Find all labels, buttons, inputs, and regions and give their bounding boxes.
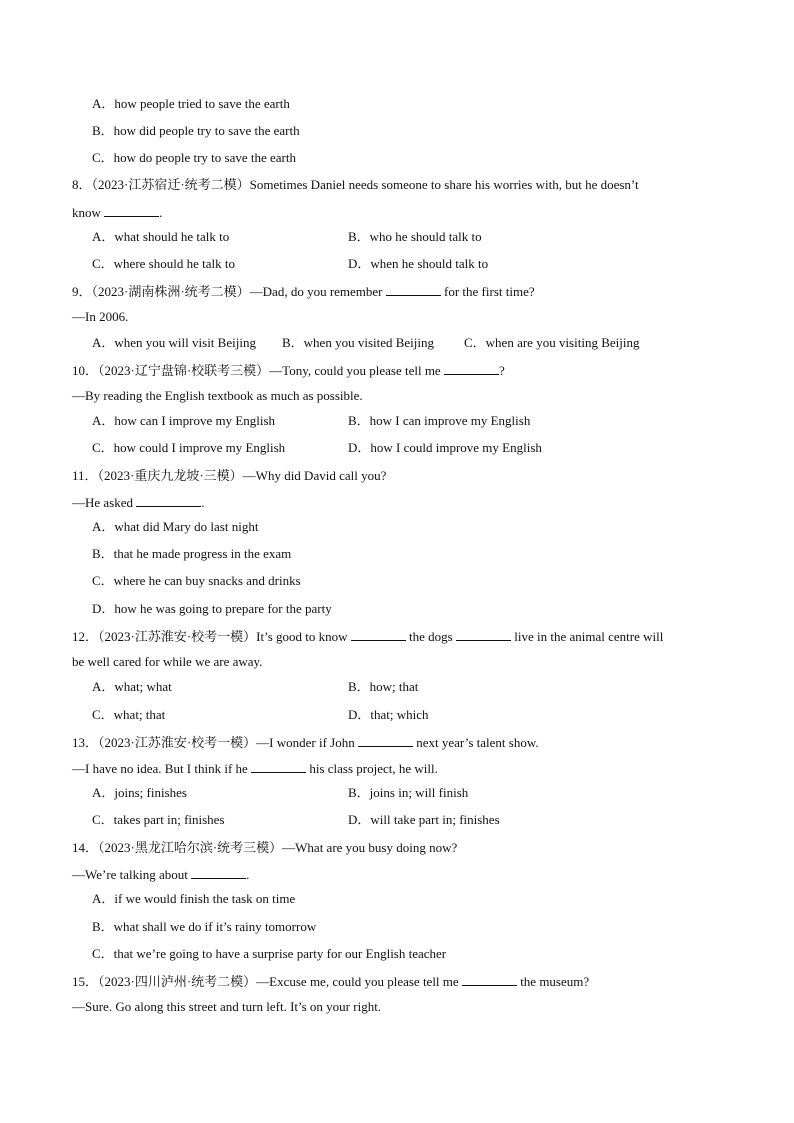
- q11-option-b: B．that he made progress in the exam: [92, 546, 292, 561]
- q15-stem-end: the museum?: [520, 974, 590, 989]
- q14-reply-text: —We’re talking about: [72, 867, 188, 882]
- q10-option-a: A．how can I improve my English: [92, 413, 276, 428]
- q13-option-c: C．takes part in; finishes: [92, 812, 225, 827]
- answer-blank: [358, 734, 413, 747]
- q8-stem: 8．（2023·江苏宿迁·统考二模）Sometimes Daniel needs someone to share his worries with, but he doesn’t: [72, 177, 639, 192]
- q11-option-c: C．where he can buy snacks and drinks: [92, 573, 301, 588]
- q9-stem-end: for the first time?: [444, 284, 535, 299]
- q13-reply-text: —I have no idea. But I think if he: [72, 761, 248, 776]
- q9-reply: —In 2006.: [72, 309, 129, 324]
- q7-option-a: A．how people tried to save the earth: [92, 96, 290, 111]
- q14-reply-end: .: [246, 867, 250, 882]
- q8-stem-text: know: [72, 205, 101, 220]
- q13-option-a: A．joins; finishes: [92, 785, 187, 800]
- answer-blank: [462, 973, 517, 986]
- q13-stem-end: next year’s talent show.: [416, 735, 539, 750]
- q10-option-b: B．how I can improve my English: [348, 413, 531, 428]
- q8-option-c: C．where should he talk to: [92, 256, 235, 271]
- q8-stem-cont: [72, 204, 162, 221]
- q9-option-c: C．when are you visiting Beijing: [464, 335, 640, 350]
- q14-option-c: C．that we’re going to have a surprise party for our English teacher: [92, 946, 447, 961]
- q10-option-c: C．how could I improve my English: [92, 440, 286, 455]
- answer-blank: [191, 866, 246, 879]
- q12-stem-end: live in the animal centre will: [514, 629, 664, 644]
- q14-reply: [72, 866, 249, 883]
- q9-option-a: A．when you will visit Beijing: [92, 335, 256, 350]
- q7-option-c: C．how do people try to save the earth: [92, 150, 296, 165]
- q10-reply: —By reading the English textbook as much as possible.: [72, 388, 363, 403]
- q9-stem-text: 9．（2023·湖南株洲·统考二模）—Dad, do you remember: [72, 284, 383, 299]
- answer-blank: [136, 494, 201, 507]
- q8-stem-end: .: [159, 205, 163, 220]
- q7-option-b: B．how did people try to save the earth: [92, 123, 300, 138]
- q13-stem-text: 13．（2023·江苏淮安·校考一模）—I wonder if John: [72, 735, 355, 750]
- q10-stem: [72, 362, 505, 379]
- q13-option-b: B．joins in; will finish: [348, 785, 469, 800]
- q10-stem-text: 10．（2023·辽宁盘锦·校联考三模）—Tony, could you please tell me: [72, 363, 441, 378]
- q12-stem-mid: the dogs: [409, 629, 453, 644]
- answer-blank: [444, 362, 499, 375]
- q13-stem: [72, 734, 539, 751]
- q15-stem-text: 15．（2023·四川泸州·统考二模）—Excuse me, could you please tell me: [72, 974, 459, 989]
- q14-option-a: A．if we would finish the task on time: [92, 891, 296, 906]
- q13-option-d: D．will take part in; finishes: [348, 812, 500, 827]
- q11-reply: [72, 494, 205, 511]
- answer-blank: [104, 204, 159, 217]
- q12-stem-text: 12．（2023·江苏淮安·校考一模）It’s good to know: [72, 629, 348, 644]
- q11-option-a: A．what did Mary do last night: [92, 519, 259, 534]
- q11-reply-text: —He asked: [72, 495, 134, 510]
- answer-blank: [386, 283, 441, 296]
- q9-stem: [72, 283, 535, 300]
- q14-stem: 14．（2023·黑龙江哈尔滨·统考三模）—What are you busy doing now?: [72, 840, 458, 855]
- q11-reply-end: .: [201, 495, 205, 510]
- q12-option-d: D．that; which: [348, 707, 429, 722]
- q13-reply: [72, 760, 438, 777]
- q12-stem-cont: be well cared for while we are away.: [72, 654, 263, 669]
- q12-stem: [72, 628, 663, 645]
- q11-stem: 11．（2023·重庆九龙坡·三模）—Why did David call you?: [72, 468, 387, 483]
- answer-blank: [351, 628, 406, 641]
- q15-stem: [72, 973, 589, 990]
- q8-option-a: A．what should he talk to: [92, 229, 230, 244]
- q11-option-d: D．how he was going to prepare for the party: [92, 601, 332, 616]
- q12-option-c: C．what; that: [92, 707, 166, 722]
- q12-option-a: A．what; what: [92, 679, 172, 694]
- answer-blank: [251, 760, 306, 773]
- q8-option-b: B．who he should talk to: [348, 229, 482, 244]
- q10-option-d: D．how I could improve my English: [348, 440, 542, 455]
- q14-option-b: B．what shall we do if it’s rainy tomorrow: [92, 919, 317, 934]
- q10-stem-end: ?: [498, 363, 505, 378]
- q8-option-d: D．when he should talk to: [348, 256, 489, 271]
- q9-option-b: B．when you visited Beijing: [282, 335, 435, 350]
- q15-reply: —Sure. Go along this street and turn left. It’s on your right.: [72, 999, 382, 1014]
- q12-option-b: B．how; that: [348, 679, 419, 694]
- answer-blank: [456, 628, 511, 641]
- q13-reply-end: his class project, he will.: [309, 761, 438, 776]
